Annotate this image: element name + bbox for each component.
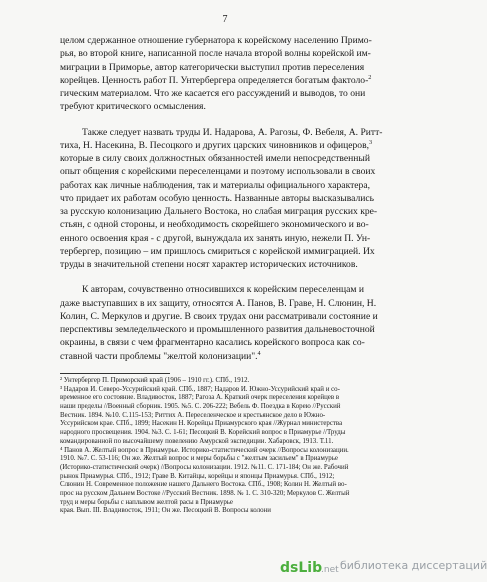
footnote-line: труд и меры борьбы с наплывом желтой расы в Приамурье — [60, 498, 233, 506]
body-line: рья, во второй книге, написанной после начала второй волны корейской им- — [60, 48, 371, 60]
footnotes — [60, 377, 410, 516]
svg-text:.net: .net — [321, 565, 339, 575]
footnote-line: командированной по высочайшему повелению Амурской экспедиции. Хабаровск, 1913. Т.11. — [60, 437, 334, 445]
body-line: опыт общения с корейскими переселенцами и поэтому использовали в своих — [60, 166, 376, 178]
footnote-line: Уссурийском крае. СПб., 1899; Насекин Н. Корейцы Приамурского края //Журнал министерства — [60, 420, 343, 428]
footnote-line: рынок Приамурья. СПб., 1912; Граве В. Китайцы, корейцы и японцы Приамурья. СПб., 1912; — [60, 472, 335, 480]
footnote-ref[interactable]: 3 — [369, 138, 373, 146]
body-line: требуют критического осмысления. — [60, 101, 206, 113]
footnote-divider — [60, 373, 170, 374]
body-line: за русскую колонизацию Дальнего Востока, но слабая миграция русских кре- — [60, 206, 378, 217]
body-line: что придает их работам особую ценность. Названные авторы высказывались — [60, 192, 375, 204]
footnote-line: ⁴ Панов А. Желтый вопрос в Приамурье. Историко-статистический очерк //Вопросы колонизации. — [60, 446, 349, 454]
body-line: Также следует назвать труды И. Надарова, А. Рагозы, Ф. Вебеля, А. Ритт- — [82, 126, 383, 138]
dslib-logo — [280, 554, 338, 578]
body-line: перспективы земледельческого и промышленного развития дальневосточной — [60, 324, 375, 335]
footnote-line: народного просвещения. 1904. №3. С. 1-61; Песоцкий В. Корейский вопрос в Приамурье //Труды — [60, 429, 346, 437]
body-line: тиха, Н. Насекина, В. Песоцкого и других царских чиновников и офицеров,$^3$ — [60, 138, 373, 151]
body-line: гическим материалом. Что же касается его рассуждений и выводов, то они — [60, 88, 366, 99]
footnote-line: 1910. №7. С. 53-116; Он же. Желтый вопрос и меры борьбы с "желтым засильем" в Приамурье — [60, 455, 338, 463]
watermark-caption: библиотека диссертаций — [340, 559, 487, 572]
body-line: даже выступавших в их защиту, относятся А. Панов, В. Граве, Н. Слюнин, Н. — [60, 297, 377, 309]
body-line: которые в силу своих должностных обязанностей имели непосредственный — [60, 153, 371, 164]
footnote-line: ³ Надаров И. Северо-Уссурийский край. СПб., 1887; Надаров И. Южно-Уссурийский край и со- — [60, 385, 340, 393]
footnote-line: края. Вып. III. Владивосток, 1911; Он же. Песоцкий В. Вопросы колони — [60, 507, 271, 515]
body-text — [60, 34, 410, 363]
body-line: работах как личные наблюдения, так и материалы официального характера, — [60, 179, 371, 191]
body-line: стьян, с одной стороны, и необходимость скорейшего экономического и во- — [60, 219, 369, 231]
footnote-line: (Историко-статистический очерк) //Вопросы колонизации. 1912. №11. С. 171-184; Он же. Рабочий — [60, 463, 349, 471]
svg-text:dsLib: dsLib — [280, 560, 323, 576]
footnote-ref[interactable]: 2 — [368, 73, 372, 81]
footnote-line: наши пределы //Военный сборник. 1905. №5. С. 206-222; Вебель Ф. Поездка в Корею //Русский — [60, 403, 341, 411]
watermark[interactable] — [280, 552, 487, 578]
footnote-line: прос на русском Дальнем Востоке //Русский Вестник. 1898. № 1. С. 310-320; Меркулов С. Желтый — [60, 489, 350, 497]
footnote-ref[interactable]: 4 — [257, 349, 261, 357]
footnote-line: временное его состояние. Владивосток, 1887; Рагоза А. Краткий очерк переселения корейцев в — [60, 394, 340, 402]
footnote-line: Слюнин Н. Современное положение нашего Дальнего Востока. СПб., 1908; Колин Н. Желтый во- — [60, 481, 347, 489]
body-line: Колин, С. Меркулов и другие. В своих трудах они рассматривали состояние и — [60, 310, 378, 322]
page-number: 7 — [222, 14, 228, 25]
footnote-line: ² Унтербергер П. Приморский край (1906 – 1910 гг.). СПб., 1912. — [60, 377, 250, 384]
body-line: окраины, в связи с чем фрагментарно касались корейского вопроса как со- — [60, 337, 365, 349]
body-line: ставной части проблемы "желтой колонизации".$^4$ — [60, 349, 261, 362]
body-line: корейцев. Ценность работ П. Унтербергера определяется богатым фактоло-$^2$ — [60, 73, 372, 86]
body-line: тербергер, позицию – им пришлось смириться с корейской иммиграцией. Их — [60, 245, 375, 257]
footnote-line: Вестник. 1894. №10. С.115-153; Риттих А. Переселенческое и крестьянское дело в Южно- — [60, 411, 326, 419]
body-line: целом сдержанное отношение губернатора к корейскому населению Примо- — [60, 35, 372, 46]
body-line: К авторам, сочувственно относившихся к корейским переселенцам и — [82, 284, 364, 296]
body-line: труды в значительной степени носят характер исторических источников. — [60, 259, 358, 270]
body-line: енного освоения края - с другой, вынуждала их занять иную, нежели П. Ун- — [60, 232, 371, 244]
body-line: миграции в Приморье, автор категорически выступил против переселения — [60, 61, 365, 73]
